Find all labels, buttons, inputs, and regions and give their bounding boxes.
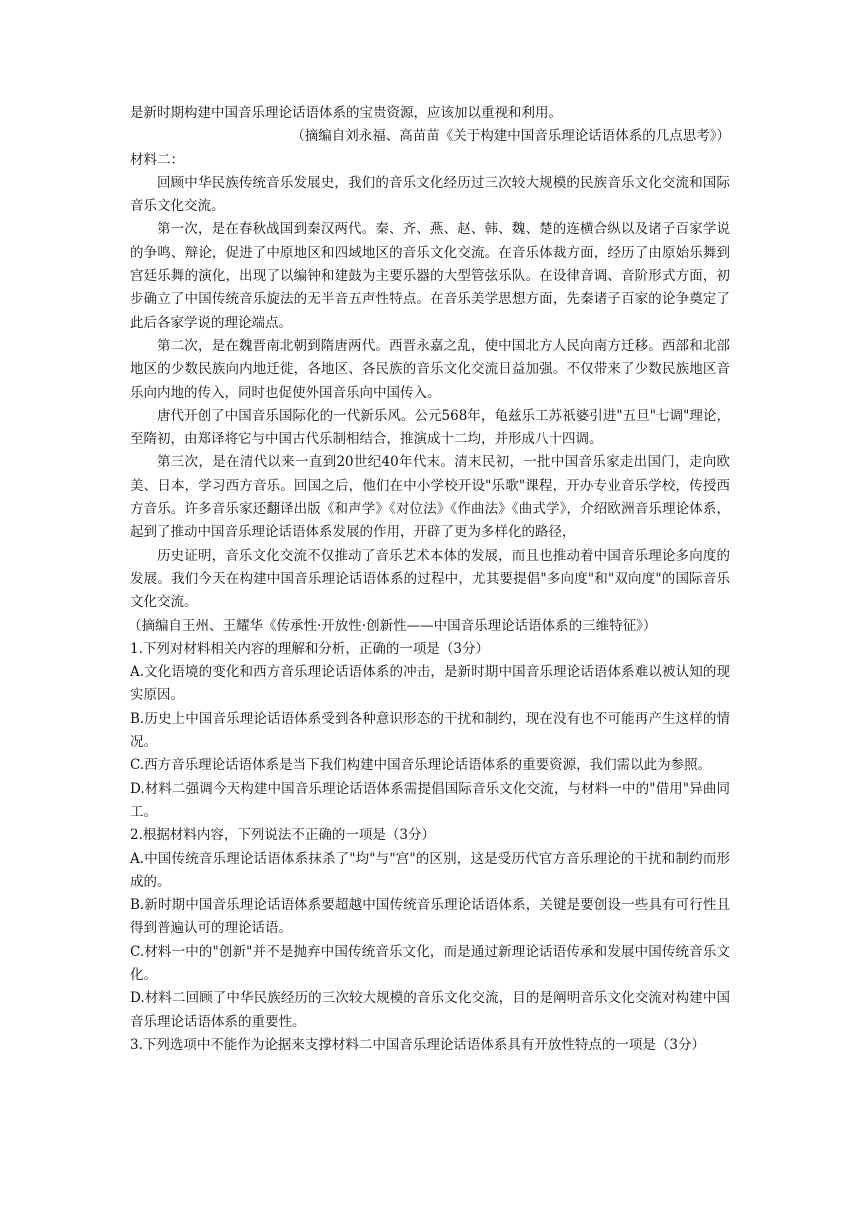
paragraph-third-exchange: 第三次，是在清代以来一直到20世纪40年代末。清末民初，一批中国音乐家走出国门，走向欧美、日本，学习西方音乐。回国之后，他们在中小学校开设"乐歌"课程，开办专业音乐学校，传授西方音乐。许多音乐家还翻译出版《和声学》《对位法》《作曲法》《曲式学》，介绍欧洲音乐理论体系，起到了推动中国音乐理论话语体系发展的作用，开辟了更为多样化的路径， [130, 454, 730, 541]
question-1-option-c: C.西方音乐理论话语体系是当下我们构建中国音乐理论话语体系的重要资源，我们需以此为参照。 [130, 757, 712, 774]
question-1-option-d: D.材料二强调今天构建中国音乐理论话语体系需提倡国际音乐文化交流，与材料一中的"借用"异曲同工。 [130, 780, 730, 820]
paragraph-overview: 回顾中华民族传统音乐发展史，我们的音乐文化经历过三次较大规模的民族音乐文化交流和国际音乐文化交流。 [130, 174, 730, 215]
paragraph-second-exchange: 第二次，是在魏晋南北朝到隋唐两代。西晋永嘉之乱，使中国北方人民向南方迁移。西部和北部地区的少数民族向内地迁徙，各地区、各民族的音乐文化交流日益加强。不仅带来了少数民族地区音乐向内地的传入，同时也促使外国音乐向中国传入。 [130, 337, 730, 401]
question-1: 1.下列对材料相关内容的理解和分析，正确的一项是（3分） [130, 640, 489, 657]
document-content [130, 102, 730, 1057]
paragraph-tang-dynasty: 唐代开创了中国音乐国际化的一代新乐风。公元568年，龟兹乐工苏祇婆引进"五旦"七调"理论，至隋初，由郑译将它与中国古代乐制相结合，推演成十二均，并形成八十四调。 [130, 407, 730, 448]
paragraph-first-exchange: 第一次，是在春秋战国到秦汉两代。秦、齐、燕、赵、韩、魏、楚的连横合纵以及诸子百家学说的争鸣、辩论，促进了中原地区和四域地区的音乐文化交流。在音乐体裁方面，经历了由原始乐舞到宫廷乐舞的演化，出现了以编钟和建鼓为主要乐器的大型管弦乐队。在设律音调、音阶形式方面，初步确立了中国传统音乐旋法的无半音五声性特点。在音乐美学思想方面，先秦诸子百家的论争奠定了此后各家学说的理论端点。 [130, 221, 730, 331]
question-3: 3.下列选项中不能作为论据来支撑材料二中国音乐理论话语体系具有开放性特点的一项是（3分） [130, 1036, 705, 1053]
question-2-option-a: A.中国传统音乐理论话语体系抹杀了"均"与"宫"的区别，这是受历代官方音乐理论的干扰和制约而形成的。 [130, 850, 730, 890]
question-2: 2.根据材料内容，下列说法不正确的一项是（3分） [130, 827, 435, 844]
question-2-option-c: C.材料一中的"创新"并不是抛弃中国传统音乐文化，而是通过新理论话语传承和发展中国传统音乐文化。 [130, 943, 730, 983]
body-line-1: 是新时期构建中国音乐理论话语体系的宝贵资源，应该加以重视和利用。 [130, 105, 562, 121]
source-citation-1: （摘编自刘永福、高苗苗《关于构建中国音乐理论话语体系的几点思考》） [291, 128, 730, 145]
question-2-option-d: D.材料二回顾了中华民族经历的三次较大规模的音乐文化交流，目的是阐明音乐文化交流对构建中国音乐理论话语体系的重要性。 [130, 990, 730, 1030]
question-1-option-a: A.文化语境的变化和西方音乐理论话语体系的冲击，是新时期中国音乐理论话语体系难以被认知的现实原因。 [130, 664, 730, 704]
question-2-option-b: B.新时期中国音乐理论话语体系要超越中国传统音乐理论话语体系，关键是要创设一些具有可行性且得到普遍认可的理论话语。 [130, 897, 730, 937]
question-1-option-b: B.历史上中国音乐理论话语体系受到各种意识形态的干扰和制约，现在没有也不可能再产生这样的情况。 [130, 710, 730, 751]
material-two-heading: 材料二： [130, 151, 184, 168]
source-citation-2: （摘编自王州、王耀华《传承性·开放性·创新性——中国音乐理论话语体系的三维特征》） [128, 617, 657, 634]
paragraph-conclusion: 历史证明，音乐文化交流不仅推动了音乐艺术本体的发展，而且也推动着中国音乐理论多向度的发展。我们今天在构建中国音乐理论话语体系的过程中，尤其要提倡"多向度"和"双向度"的国际音乐文化交流。 [130, 547, 730, 611]
